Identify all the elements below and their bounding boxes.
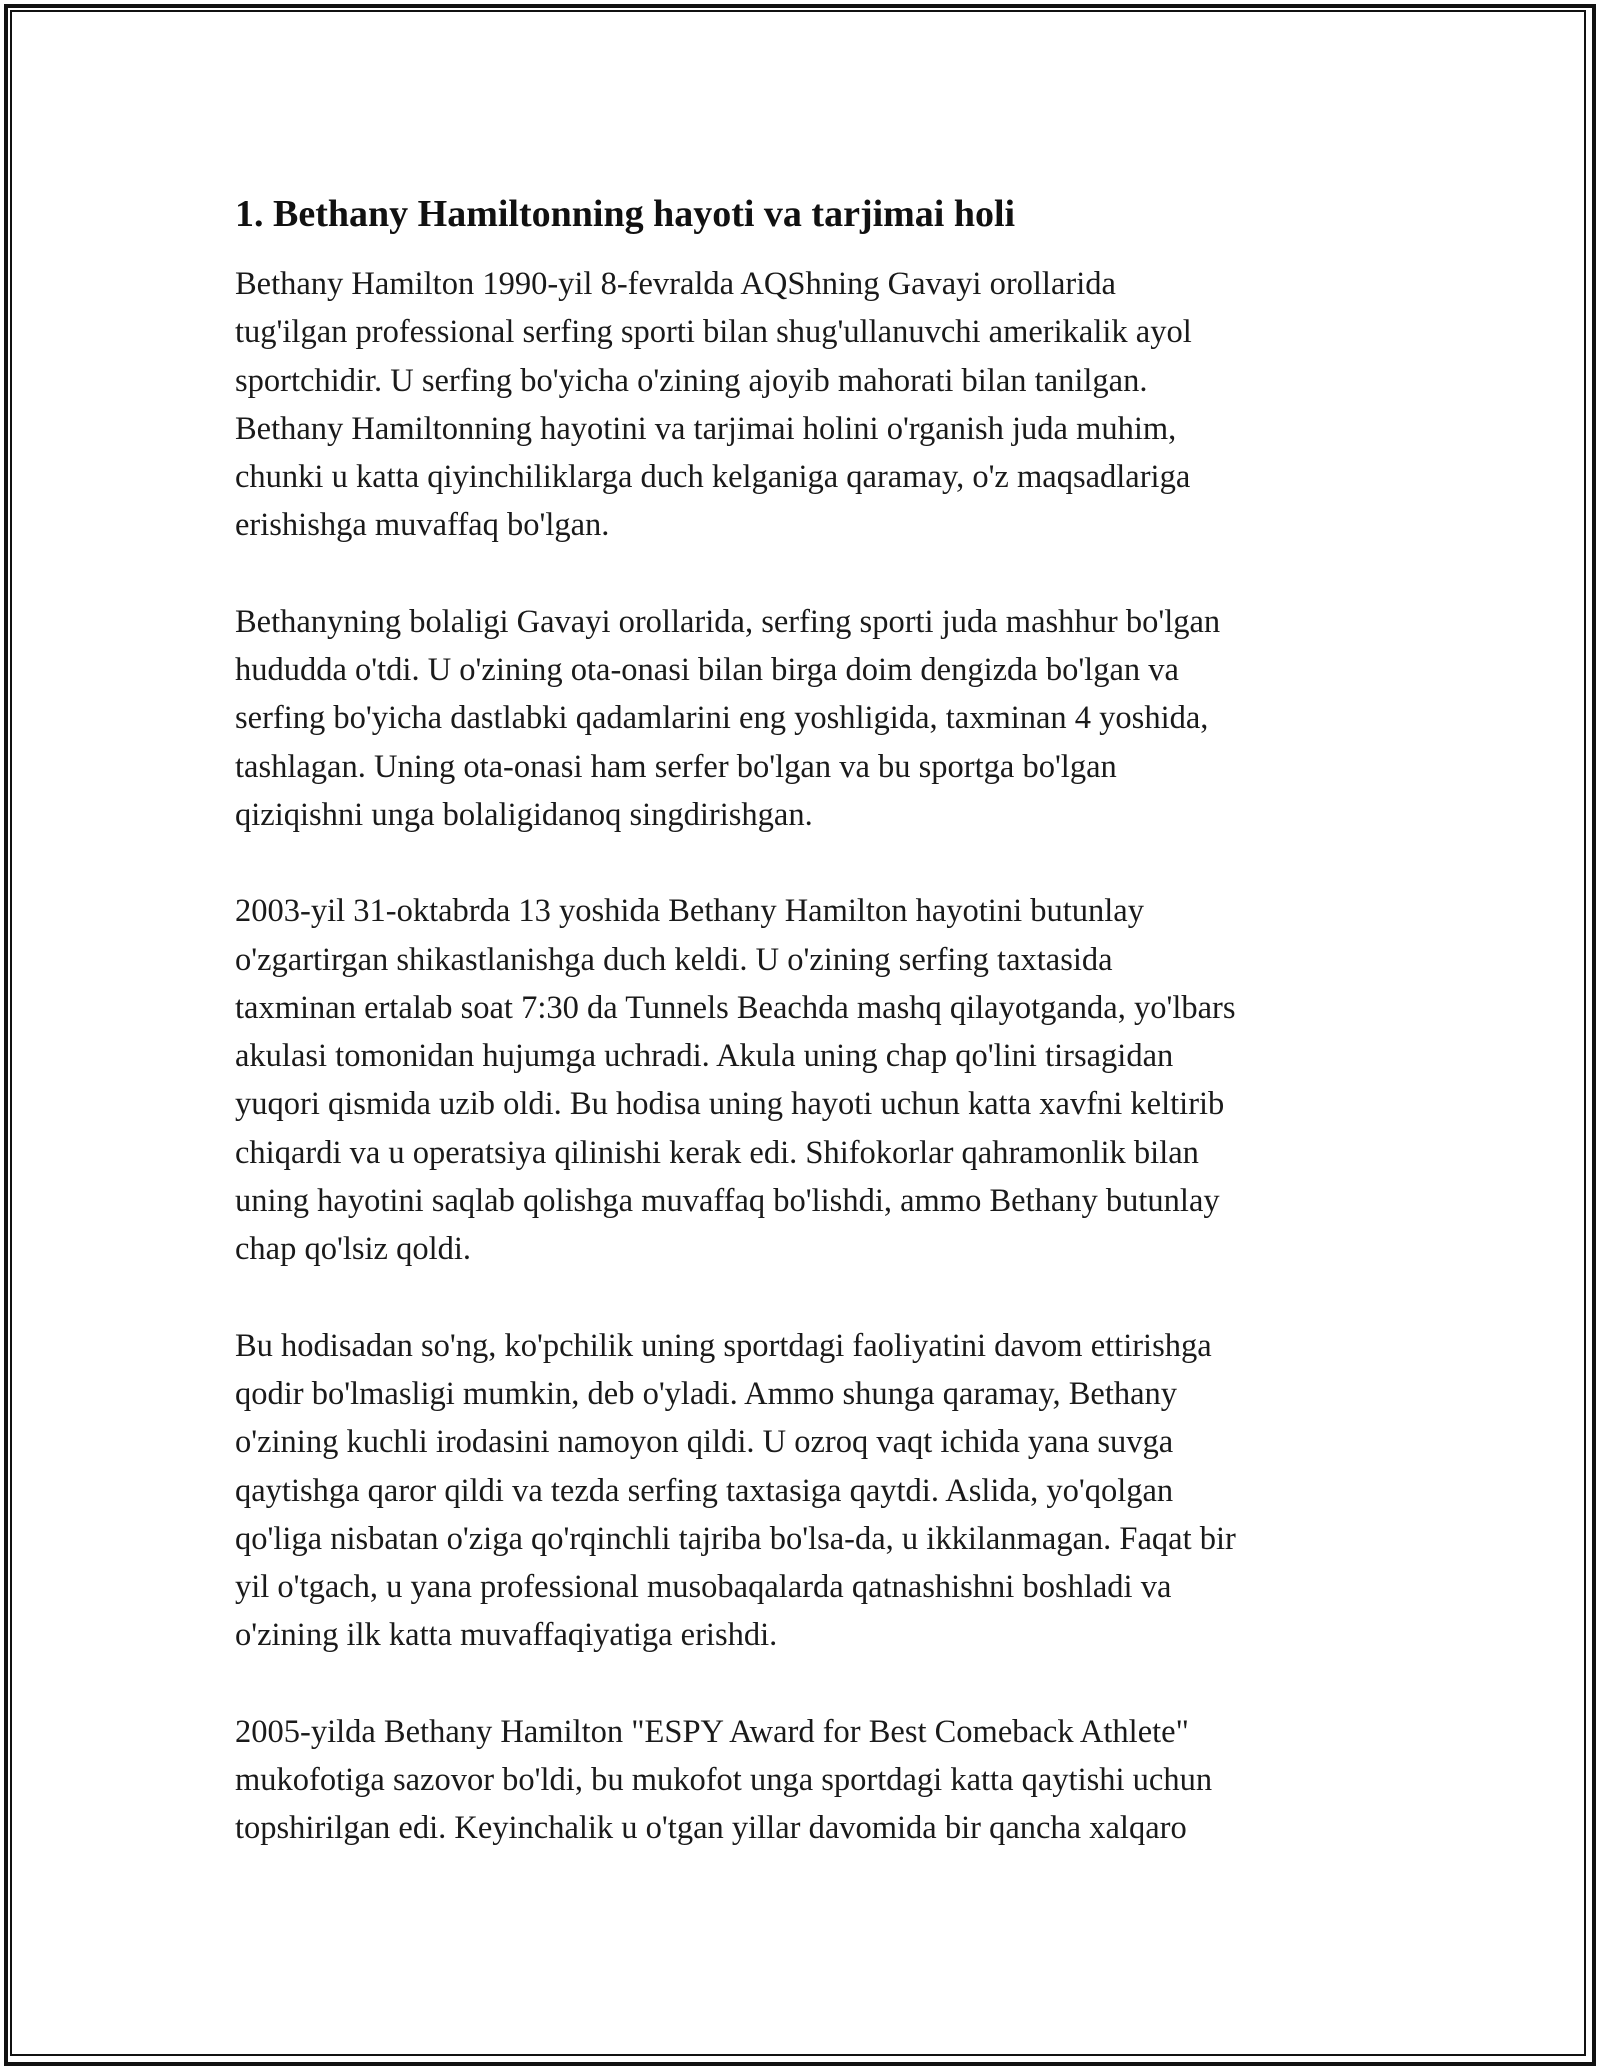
paragraph-comeback: Bu hodisadan so'ng, ko'pchilik uning sportdagi faoliyatini davom ettirishga qodir bo'lmasligi mumkin, deb o'yladi. Ammo shunga qaramay, Bethany o'zining kuchli irodasini namoyon qildi. U ozroq vaqt ichida yana suvga qaytishga qaror qildi va tezda serfing taxtasiga qaytdi. Aslida, yo'qolgan qo'liga nisbatan o'ziga qo'rqinchli tajriba bo'lsa-da, u ikkilanmagan. Faqat bir yil o'tgach, u yana professional musobaqalarda qatnashishni boshladi va o'zining ilk katta muvaffaqiyatiga erishdi. (235, 1327, 1236, 1654)
paragraph-award: 2005-yilda Bethany Hamilton "ESPY Award for Best Comeback Athlete" mukofotiga sazovor bo'ldi, bu mukofot unga sportdagi katta qaytishi uchun topshirilgan edi. Keyinchalik u o'tgan yillar davomida bir qancha xalqaro (235, 1713, 1213, 1847)
paragraph-intro: Bethany Hamilton 1990-yil 8-fevralda AQShning Gavayi orollarida tug'ilgan professional serfing sporti bilan shug'ullanuvchi amerikalik ayol sportchidir. U serfing bo'yicha o'zining ajoyib mahorati bilan tanilgan. Bethany Hamiltonning hayotini va tarjimai holini o'rganish juda muhim, chunki u katta qiyinchiliklarga duch kelganiga qaramay, o'z maqsadlariga erishishga muvaffaq bo'lgan. (235, 266, 1192, 544)
document-body (235, 186, 1375, 1901)
paragraph-childhood: Bethanyning bolaligi Gavayi orollarida, serfing sporti juda mashhur bo'lgan hududda o'tdi. U o'zining ota-onasi bilan birga doim dengizda bo'lgan va serfing bo'yicha dastlabki qadamlarini eng yoshligida, taxminan 4 yoshida, tashlagan. Uning ota-onasi ham serfer bo'lgan va bu sportga bo'lgan qiziqishni unga bolaligidanoq singdirishgan. (235, 603, 1221, 833)
section-heading: 1. Bethany Hamiltonning hayoti va tarjimai holi (235, 193, 1016, 235)
paragraph-shark-attack: 2003-yil 31-oktabrda 13 yoshida Bethany Hamilton hayotini butunlay o'zgartirgan shikastlanishga duch keldi. U o'zining serfing taxtasida taxminan ertalab soat 7:30 da Tunnels Beachda mashq qilayotganda, yo'lbars akulasi tomonidan hujumga uchradi. Akula uning chap qo'lini tirsagidan yuqori qismida uzib oldi. Bu hodisa uning hayoti uchun katta xavfni keltirib chiqardi va u operatsiya qilinishi kerak edi. Shifokorlar qahramonlik bilan uning hayotini saqlab qolishga muvaffaq bo'lishdi, ammo Bethany butunlay chap qo'lsiz qoldi. (235, 893, 1236, 1268)
